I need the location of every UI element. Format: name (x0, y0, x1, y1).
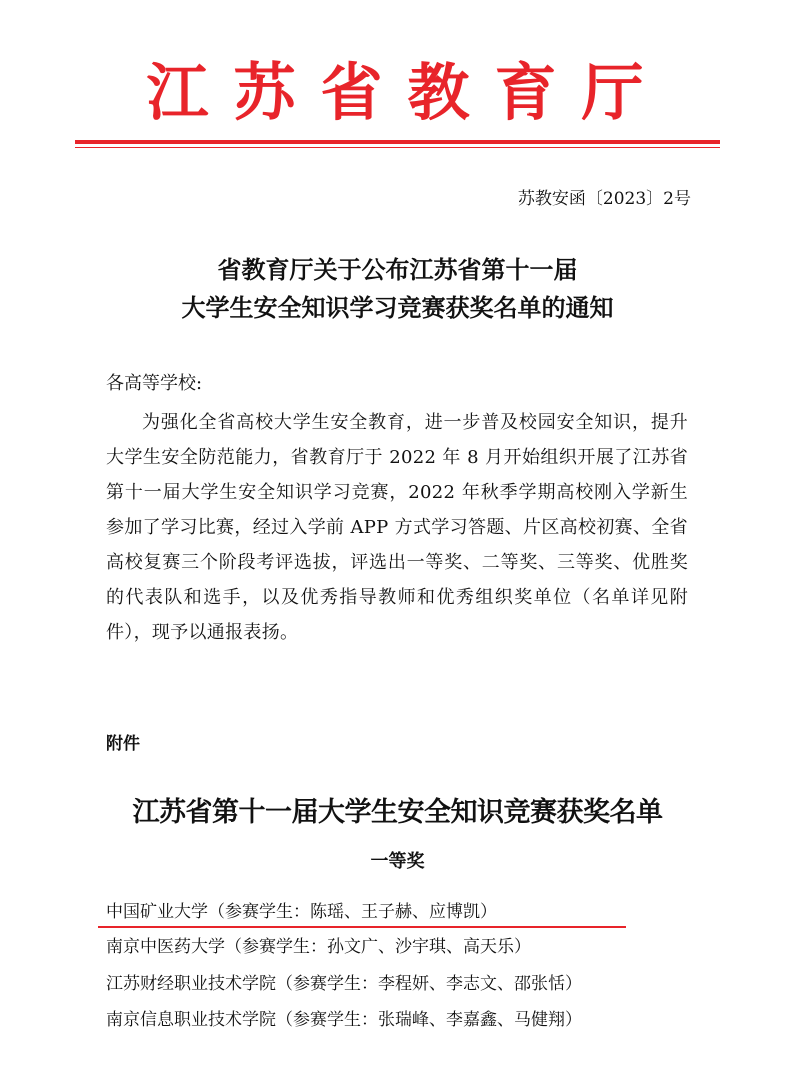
winner-item: 南京中医药大学（参赛学生：孙文广、沙宇琪、高天乐） (106, 937, 531, 957)
notice-title-line2: 大学生安全知识学习竞赛获奖名单的通知 (181, 293, 614, 322)
notice-body: 为强化全省高校大学生安全教育，进一步普及校园安全知识，提升大学生安全防范能力，省教育厅于 2022 年 8 月开始组织开展了江苏省第十一届大学生安全知识学习竞赛，2022 年秋季学期高校刚入学新生参加了学习比赛，经过入学前 APP 方式学习答题、片区高校初赛、全省高校复赛三个阶段考评选拔，评选出一等奖、二等奖、三等奖、优胜奖的代表队和选手，以及优秀指导教师和优秀组织奖单位（名单详见附件），现予以通报表扬。 (106, 412, 688, 643)
winner-item: 南京信息职业技术学院（参赛学生：张瑞峰、李嘉鑫、马健翔） (106, 1010, 582, 1030)
winner-item: 中国矿业大学（参赛学生：陈瑶、王子赫、应博凯） (106, 902, 497, 922)
highlight-underline (98, 926, 626, 928)
winner-item: 江苏财经职业技术学院（参赛学生：李程妍、李志文、邵张恬） (106, 974, 582, 994)
document-number: 苏教安函〔2023〕2号 (517, 189, 691, 209)
attachment-label: 附件 (106, 734, 140, 754)
prize-level-heading: 一等奖 (370, 851, 425, 872)
winner-list-title: 江苏省第十一届大学生安全知识竞赛获奖名单 (132, 797, 663, 828)
salutation: 各高等学校: (106, 373, 203, 394)
header-rule-thick (75, 140, 720, 144)
notice-title-line1: 省教育厅关于公布江苏省第十一届 (217, 255, 578, 284)
header-rule-thin (75, 147, 720, 148)
org-header-title: 江苏省教育厅 (146, 56, 669, 129)
